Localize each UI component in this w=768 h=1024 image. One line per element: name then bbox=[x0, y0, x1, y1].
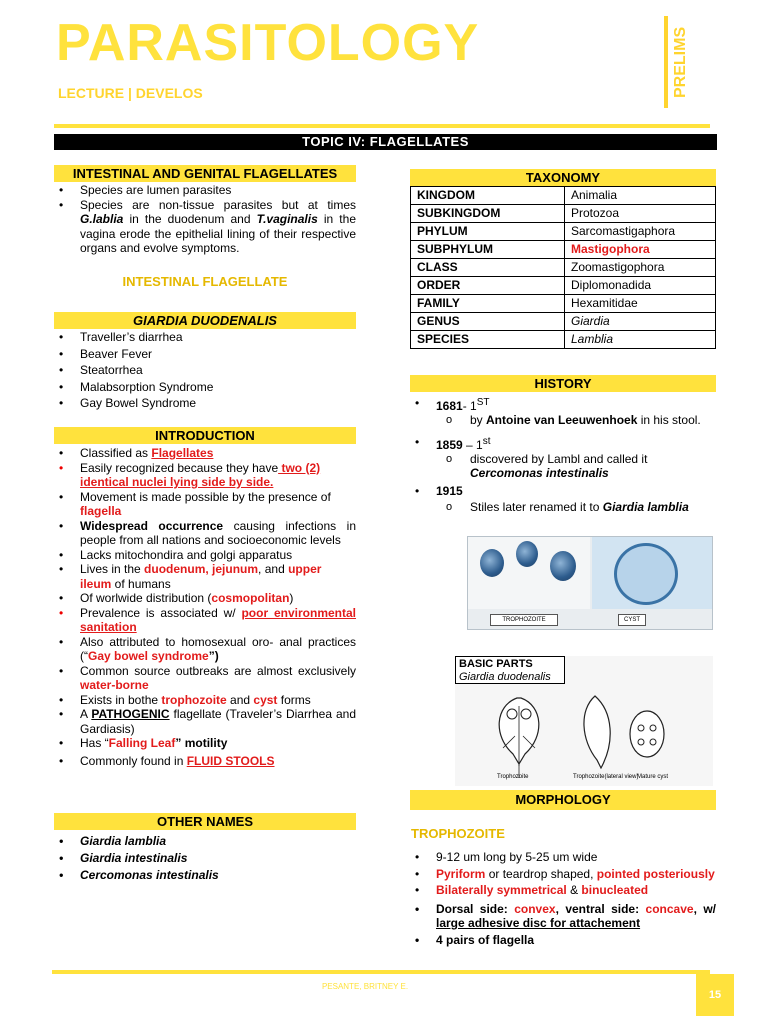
footer-author: PESANTE, BRITNEY E. bbox=[321, 982, 409, 991]
list-item: • Lacks mitochondira and golgi apparatus bbox=[54, 548, 356, 563]
taxonomy-rank: PHYLUM bbox=[411, 223, 565, 241]
cell-shape bbox=[516, 541, 538, 567]
morphology-heading: MORPHOLOGY bbox=[410, 790, 716, 810]
list-item: • Has “Falling Leaf” motility bbox=[54, 736, 356, 751]
taxonomy-value: Hexamitidae bbox=[565, 295, 716, 313]
list-item: • Exists in bothe trophozoite and cyst forms bbox=[54, 693, 356, 708]
taxonomy-row bbox=[411, 259, 716, 277]
list-item: • Lives in the duodenum, jejunum, and upper ileum of humans bbox=[54, 562, 356, 591]
list-item: • Malabsorption Syndrome bbox=[54, 379, 356, 396]
taxonomy-rank: SPECIES bbox=[411, 331, 565, 349]
diagram-caption: Mature cyst bbox=[637, 774, 669, 780]
list-item: • Classified as Flagellates bbox=[54, 446, 356, 461]
list-item: • Species are lumen parasites bbox=[54, 183, 356, 198]
history-item: • 1681- 1ST bbox=[415, 396, 490, 413]
taxonomy-row bbox=[411, 205, 716, 223]
taxonomy-row bbox=[411, 187, 716, 205]
list-item: • Prevalence is associated w/ poor environmental sanitation bbox=[54, 606, 356, 635]
cyst-photo-label: CYST bbox=[618, 614, 646, 626]
taxonomy-rank: FAMILY bbox=[411, 295, 565, 313]
list-item: • Movement is made possible by the presence of flagella bbox=[54, 490, 356, 519]
taxonomy-row bbox=[411, 331, 716, 349]
intestinal-flagellate-label: INTESTINAL FLAGELLATE bbox=[122, 274, 288, 289]
list-item: • Steatorrhea bbox=[54, 362, 356, 379]
giardia-diagram bbox=[455, 656, 713, 786]
diagram-caption: Trophozoite bbox=[497, 774, 529, 780]
taxonomy-rank: KINGDOM bbox=[411, 187, 565, 205]
taxonomy-row bbox=[411, 313, 716, 331]
history-heading: HISTORY bbox=[410, 375, 716, 392]
intestinal-genital-heading: INTESTINAL AND GENITAL FLAGELLATES bbox=[54, 165, 356, 182]
list-item: • Of worlwide distribution (cosmopolitan) bbox=[54, 591, 356, 606]
taxonomy-value: Animalia bbox=[565, 187, 716, 205]
list-item: • Species are non-tissue parasites but at times G.lablia in the duodenum and T.vaginalis in the vagina erode the epithelial lining of their respective organs and evolve symptoms. bbox=[54, 198, 356, 256]
taxonomy-value: Giardia bbox=[565, 313, 716, 331]
intestinal-genital-list bbox=[54, 183, 356, 256]
taxonomy-value: Diplomonadida bbox=[565, 277, 716, 295]
list-item: • Giardia lamblia bbox=[54, 833, 356, 850]
taxonomy-table bbox=[410, 186, 716, 349]
header-rule bbox=[54, 124, 710, 128]
list-item: • 4 pairs of flagella bbox=[410, 933, 716, 948]
morphology-list bbox=[410, 850, 716, 947]
page-title: PARASITOLOGY bbox=[56, 14, 480, 72]
trophozoite-label: TROPHOZOITE bbox=[411, 826, 505, 841]
history-subitem: o by Antoine van Leeuwenhoek in his stool. bbox=[410, 413, 716, 427]
other-names-list bbox=[54, 833, 356, 884]
history-list bbox=[410, 396, 716, 514]
list-item: • 9-12 um long by 5-25 um wide bbox=[410, 850, 716, 865]
list-item: • Gay Bowel Syndrome bbox=[54, 395, 356, 412]
list-item: • Common source outbreaks are almost exclusively water-borne bbox=[54, 664, 356, 693]
trophozoite-photo bbox=[468, 537, 590, 609]
cell-shape bbox=[550, 551, 576, 581]
trophozoite-photo-label: TROPHOZOITE bbox=[490, 614, 558, 626]
lateral-view-outline bbox=[584, 696, 610, 768]
list-item: • Also attributed to homosexual oro- anal practices (“Gay bowel syndrome”) bbox=[54, 635, 356, 664]
list-item: • Dorsal side: convex, ventral side: concave, w/ large adhesive disc for attachement bbox=[410, 902, 716, 931]
other-names-heading: OTHER NAMES bbox=[54, 813, 356, 830]
header-divider bbox=[664, 16, 668, 108]
taxonomy-row bbox=[411, 241, 716, 259]
list-item: • Cercomonas intestinalis bbox=[54, 867, 356, 884]
taxonomy-row bbox=[411, 295, 716, 313]
prelims-label: PRELIMS bbox=[672, 26, 689, 98]
taxonomy-rank: CLASS bbox=[411, 259, 565, 277]
taxonomy-value: Sarcomastigaphora bbox=[565, 223, 716, 241]
cyst-outline bbox=[630, 711, 664, 757]
list-item: • Widespread occurrence causing infections in people from all nations and socioeconomic levels bbox=[54, 519, 356, 548]
cyst-photo bbox=[592, 537, 712, 609]
giardia-micrograph bbox=[467, 536, 713, 630]
list-item: • Traveller’s diarrhea bbox=[54, 329, 356, 346]
footer-rule bbox=[52, 970, 710, 974]
taxonomy-row bbox=[411, 223, 716, 241]
cyst-shape bbox=[614, 543, 678, 605]
giardia-list bbox=[54, 329, 356, 412]
introduction-list bbox=[54, 446, 356, 768]
history-subitem: o Stiles later renamed it to Giardia lamblia bbox=[410, 500, 716, 514]
diagram-caption: Trophozoite(lateral view) bbox=[573, 774, 639, 780]
history-subitem: o discovered by Lambl and called it Cercomonas intestinalis bbox=[410, 452, 716, 480]
taxonomy-value: Zoomastigophora bbox=[565, 259, 716, 277]
page-subtitle: LECTURE | DEVELOS bbox=[58, 85, 203, 101]
list-item: • Bilaterally symmetrical & binucleated bbox=[410, 883, 716, 898]
list-item: • Easily recognized because they have two (2) identical nuclei lying side by side. bbox=[54, 461, 356, 490]
history-item: • 1859 – 1st bbox=[415, 435, 491, 452]
taxonomy-row bbox=[411, 277, 716, 295]
taxonomy-rank: GENUS bbox=[411, 313, 565, 331]
page-number: 15 bbox=[696, 974, 734, 1016]
list-item: • Pyriform or teardrop shaped, pointed posteriously bbox=[410, 867, 716, 882]
taxonomy-heading: TAXONOMY bbox=[410, 169, 716, 186]
history-item: • 1915 bbox=[415, 484, 463, 498]
list-item: • Beaver Fever bbox=[54, 346, 356, 363]
basic-parts-diagram bbox=[455, 656, 713, 786]
list-item: • Commonly found in FLUID STOOLS bbox=[54, 754, 356, 769]
topic-banner: TOPIC IV: FLAGELLATES bbox=[54, 134, 717, 150]
list-item: • Giardia intestinalis bbox=[54, 850, 356, 867]
giardia-heading: GIARDIA DUODENALIS bbox=[54, 312, 356, 329]
list-item: • A PATHOGENIC flagellate (Traveler’s Diarrhea and Gardiasis) bbox=[54, 707, 356, 736]
taxonomy-rank: ORDER bbox=[411, 277, 565, 295]
introduction-heading: INTRODUCTION bbox=[54, 427, 356, 444]
taxonomy-value: Protozoa bbox=[565, 205, 716, 223]
taxonomy-value: Lamblia bbox=[565, 331, 716, 349]
taxonomy-value: Mastigophora bbox=[565, 241, 716, 259]
cell-shape bbox=[480, 549, 504, 577]
diagram-title: BASIC PARTS bbox=[459, 658, 533, 670]
taxonomy-rank: SUBKINGDOM bbox=[411, 205, 565, 223]
taxonomy-rank: SUBPHYLUM bbox=[411, 241, 565, 259]
diagram-subtitle: Giardia duodenalis bbox=[459, 671, 551, 683]
